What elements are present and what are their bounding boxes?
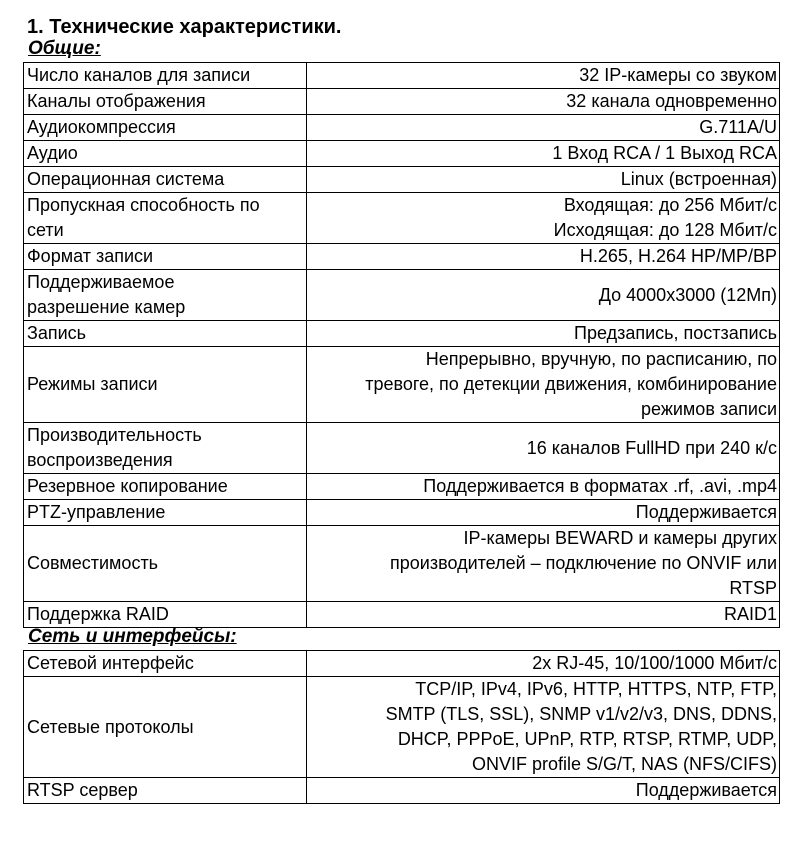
table-row [24, 244, 780, 270]
spec-value-cell [307, 500, 780, 526]
spec-value-line: Предзапись, постзапись [574, 323, 777, 343]
spec-label-line: Производительность [27, 425, 202, 445]
spec-value-cell [307, 141, 780, 167]
spec-value-line: 16 каналов FullHD при 240 к/с [526, 437, 777, 458]
spec-value-line: тревоге, по детекции движения, комбинирование [365, 374, 777, 394]
spec-value-cell [307, 423, 780, 474]
spec-label-cell [24, 474, 307, 500]
spec-value-cell [307, 526, 780, 602]
spec-value-cell [307, 651, 780, 677]
spec-value-cell [307, 474, 780, 500]
spec-label-line: Режимы записи [27, 374, 158, 394]
spec-label-line: Сетевые протоколы [27, 716, 194, 737]
spec-value-line: Linux (встроенная) [620, 169, 777, 189]
spec-label-cell [24, 423, 307, 474]
spec-label-line: Аудиокомпрессия [27, 117, 176, 137]
spec-value-cell [307, 193, 780, 244]
table-row [24, 778, 780, 804]
spec-value-line: TCP/IP, IPv4, IPv6, HTTP, HTTPS, NTP, FTP, [415, 679, 777, 699]
spec-label-line: Аудио [27, 143, 78, 163]
table-row [24, 474, 780, 500]
spec-table-network [23, 650, 780, 804]
table-row [24, 115, 780, 141]
spec-label-line: Поддержка RAID [27, 604, 169, 624]
spec-value-line: Поддерживается [635, 502, 777, 522]
spec-table-general [23, 62, 780, 628]
spec-value-line: 2x RJ-45, 10/100/1000 Мбит/с [532, 653, 777, 673]
spec-label-line: Сетевой интерфейс [27, 653, 194, 673]
table-row [24, 321, 780, 347]
spec-value-cell [307, 115, 780, 141]
table-row [24, 89, 780, 115]
spec-label-cell [24, 602, 307, 628]
table-row [24, 141, 780, 167]
table-row [24, 423, 780, 474]
spec-label-line: Каналы отображения [27, 91, 206, 111]
spec-label-cell [24, 677, 307, 778]
spec-value-line: RTSP [729, 578, 777, 598]
spec-label-cell [24, 63, 307, 89]
spec-label-line: Операционная система [27, 169, 225, 189]
spec-value-cell [307, 270, 780, 321]
spec-value-line: Исходящая: до 128 Мбит/с [553, 220, 777, 240]
section-heading-general: Общие: [28, 38, 101, 59]
table-row [24, 500, 780, 526]
spec-label-cell [24, 270, 307, 321]
spec-label-cell [24, 526, 307, 602]
spec-label-cell [24, 321, 307, 347]
spec-label-line: Поддерживаемое [27, 272, 175, 292]
spec-value-cell [307, 244, 780, 270]
spec-label-line: RTSP сервер [27, 780, 138, 800]
spec-label-cell [24, 89, 307, 115]
table-row [24, 167, 780, 193]
table-row [24, 526, 780, 602]
spec-value-line: RAID1 [723, 604, 777, 624]
table-row [24, 63, 780, 89]
spec-label-line: разрешение камер [27, 297, 186, 317]
spec-value-line: 32 канала одновременно [566, 91, 777, 111]
spec-value-cell [307, 167, 780, 193]
spec-label-cell [24, 193, 307, 244]
spec-value-line: Поддерживается [635, 780, 777, 800]
spec-value-cell [307, 778, 780, 804]
spec-label-cell [24, 167, 307, 193]
spec-value-line: Непрерывно, вручную, по расписанию, по [425, 349, 777, 369]
spec-label-line: воспроизведения [27, 450, 173, 470]
spec-value-line: производителей – подключение по ONVIF или [390, 553, 777, 573]
table-row [24, 270, 780, 321]
spec-value-line: режимов записи [641, 399, 777, 419]
spec-label-cell [24, 115, 307, 141]
spec-value-line: 32 IP-камеры со звуком [579, 65, 777, 85]
spec-value-cell [307, 347, 780, 423]
spec-value-line: SMTP (TLS, SSL), SNMP v1/v2/v3, DNS, DDNS, [385, 704, 777, 724]
spec-label-line: Число каналов для записи [27, 65, 251, 85]
spec-value-line: DHCP, PPPoE, UPnP, RTP, RTSP, RTMP, UDP, [397, 729, 777, 749]
spec-label-line: Совместимость [27, 553, 159, 573]
spec-label-cell [24, 244, 307, 270]
spec-label-cell [24, 778, 307, 804]
spec-value-cell [307, 63, 780, 89]
spec-label-line: сети [27, 220, 64, 240]
spec-label-line: PTZ-управление [27, 502, 166, 522]
table-row [24, 347, 780, 423]
spec-value-line: Поддерживается в форматах .rf, .avi, .mp4 [423, 476, 777, 496]
table-row [24, 651, 780, 677]
spec-value-cell [307, 602, 780, 628]
spec-label-line: Пропускная способность по [27, 195, 260, 215]
section-heading-network: Сеть и интерфейсы: [28, 626, 237, 647]
table-row [24, 602, 780, 628]
spec-value-cell [307, 321, 780, 347]
spec-value-line: До 4000x3000 (12Мп) [598, 284, 777, 305]
spec-value-line: IP-камеры BEWARD и камеры других [463, 528, 777, 548]
table-row [24, 193, 780, 244]
spec-value-cell [307, 677, 780, 778]
spec-value-line: Входящая: до 256 Мбит/с [563, 195, 777, 215]
spec-label-line: Формат записи [27, 246, 154, 266]
page-title: 1. Технические характеристики. [27, 16, 342, 38]
spec-label-cell [24, 347, 307, 423]
spec-label-cell [24, 500, 307, 526]
spec-label-line: Резервное копирование [27, 476, 228, 496]
spec-label-cell [24, 651, 307, 677]
table-row [24, 677, 780, 778]
spec-value-line: G.711A/U [699, 117, 777, 137]
spec-value-line: H.265, H.264 HP/MP/BP [579, 246, 777, 266]
spec-value-line: ONVIF profile S/G/T, NAS (NFS/CIFS) [471, 754, 777, 774]
spec-value-line: 1 Вход RCA / 1 Выход RCA [552, 143, 777, 163]
spec-label-line: Запись [27, 323, 87, 343]
spec-label-cell [24, 141, 307, 167]
spec-value-cell [307, 89, 780, 115]
